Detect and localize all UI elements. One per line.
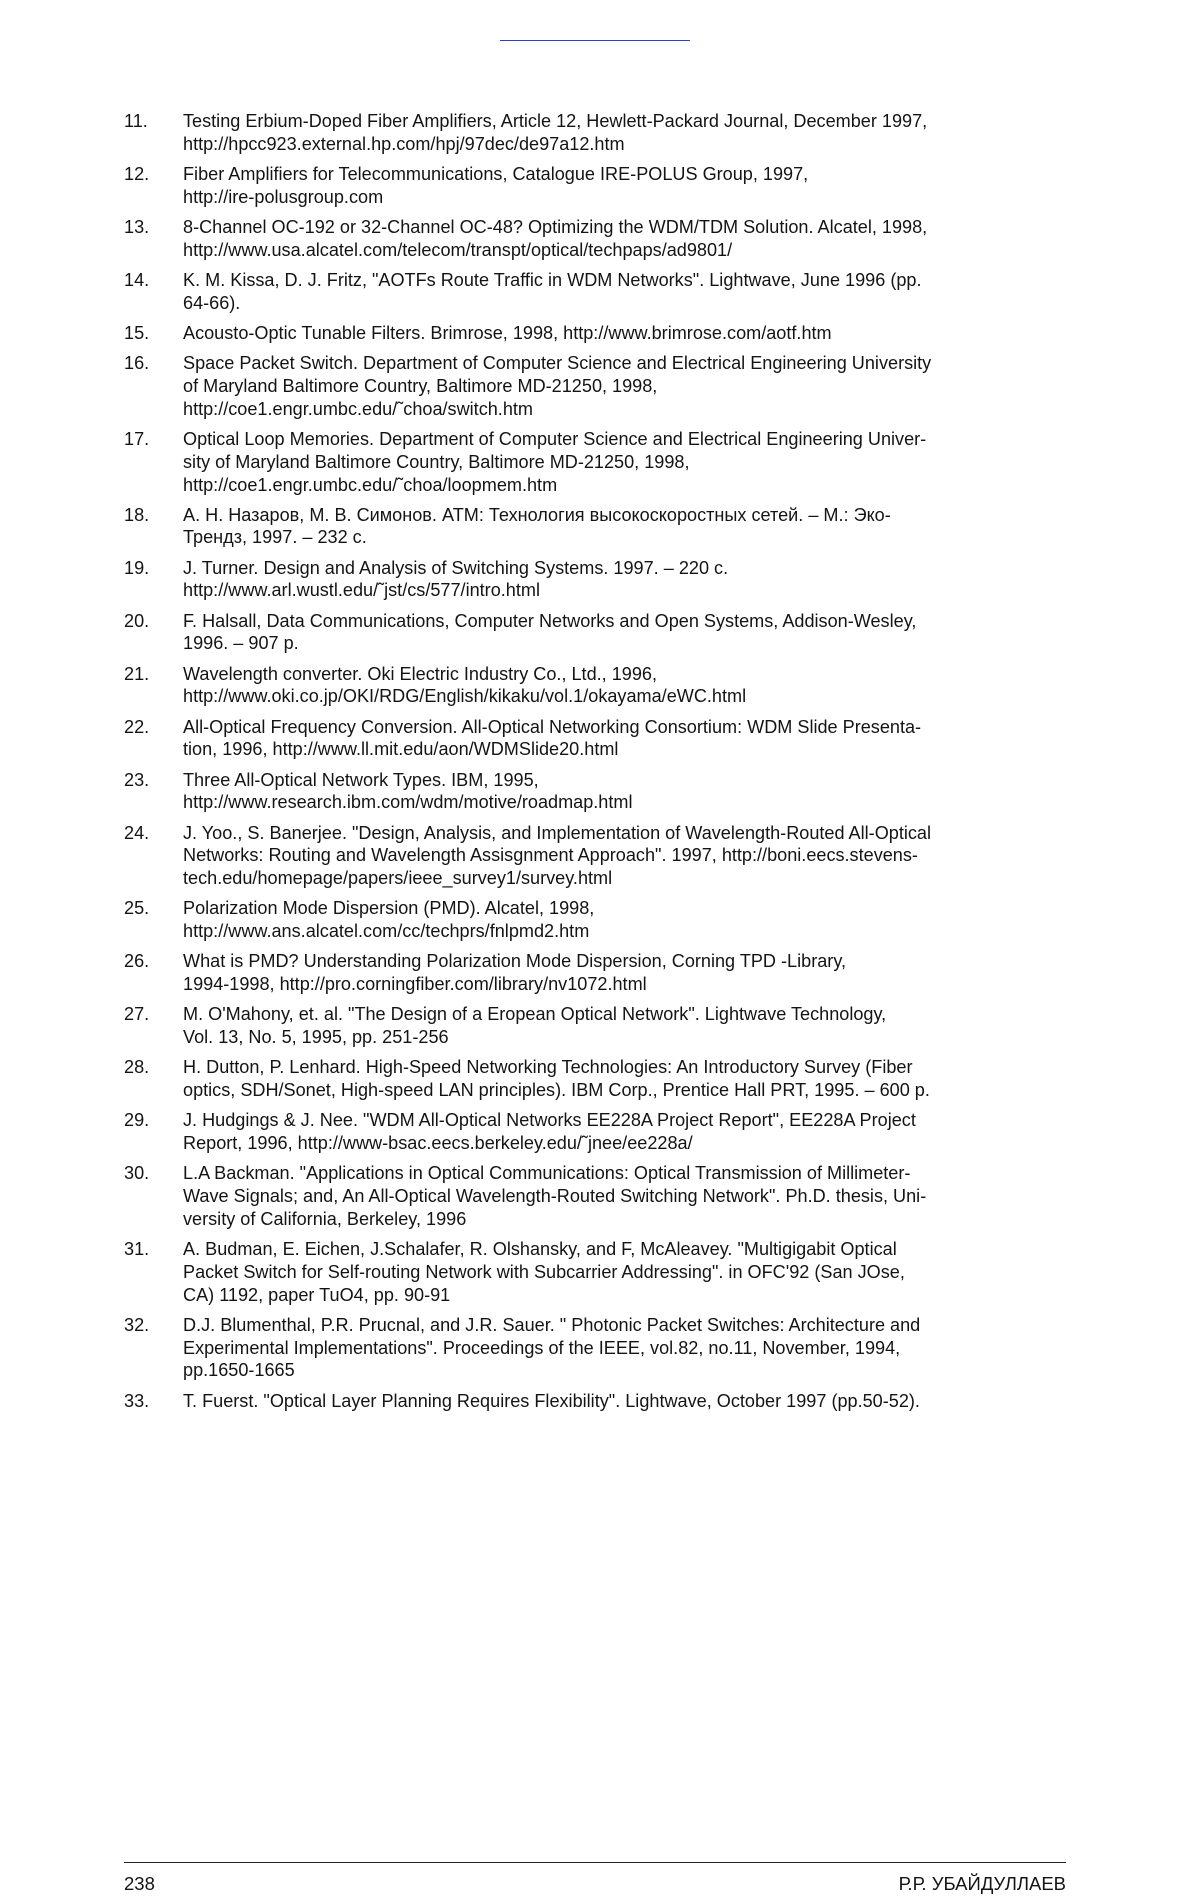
reference-item xyxy=(124,1056,1064,1102)
reference-text xyxy=(183,950,1064,996)
reference-item xyxy=(124,1109,1064,1155)
reference-line: tech.edu/homepage/papers/ieee_survey1/survey.html xyxy=(183,868,613,889)
reference-text xyxy=(183,352,1064,420)
reference-text xyxy=(183,557,1064,603)
reference-line: Optical Loop Memories. Department of Computer Science and Electrical Engineering Univer- xyxy=(183,428,927,449)
reference-number: 12. xyxy=(124,163,150,184)
reference-line: Testing Erbium-Doped Fiber Amplifiers, Article 12, Hewlett-Packard Journal, December 1997, xyxy=(183,111,928,131)
reference-item xyxy=(124,163,1064,209)
reference-item xyxy=(124,322,1064,345)
reference-number: 22. xyxy=(124,716,150,737)
reference-line: http://www.research.ibm.com/wdm/motive/roadmap.html xyxy=(183,792,633,813)
reference-line: http://www.ans.alcatel.com/cc/techprs/fnlpmd2.htm xyxy=(183,921,590,942)
reference-line: Трендз, 1997. – 232 с. xyxy=(183,527,367,548)
reference-line: Packet Switch for Self-routing Network with Subcarrier Addressing". in OFC'92 (San JOse, xyxy=(183,1261,905,1282)
reference-line: http://coe1.engr.umbc.edu/˜choa/switch.htm xyxy=(183,398,534,419)
reference-list xyxy=(124,110,1064,1420)
reference-text xyxy=(183,1056,1064,1102)
header-rule xyxy=(500,40,690,41)
reference-item xyxy=(124,557,1064,603)
running-author: Р.Р. УБАЙДУЛЛАЕВ xyxy=(898,1873,1066,1894)
reference-text xyxy=(183,1390,1064,1413)
reference-text xyxy=(183,163,1064,209)
reference-line: Acousto-Optic Tunable Filters. Brimrose, 1998, http://www.brimrose.com/aotf.htm xyxy=(183,322,832,343)
reference-text xyxy=(183,769,1064,815)
reference-line: H. Dutton, P. Lenhard. High-Speed Networking Technologies: An Introductory Survey (Fiber xyxy=(183,1057,913,1078)
reference-number: 32. xyxy=(124,1314,150,1335)
reference-text xyxy=(183,428,1064,496)
reference-line: M. O'Mahony, et. al. "The Design of a Eropean Optical Network". Lightwave Technology, xyxy=(183,1004,887,1025)
reference-line: All-Optical Frequency Conversion. All-Optical Networking Consortium: WDM Slide Presenta- xyxy=(183,716,922,737)
reference-line: F. Halsall, Data Communications, Computer Networks and Open Systems, Addison-Wesley, xyxy=(183,610,917,631)
reference-text xyxy=(183,1314,1064,1382)
reference-item xyxy=(124,504,1064,550)
reference-text xyxy=(183,269,1064,315)
reference-line: K. M. Kissa, D. J. Fritz, "AOTFs Route Traffic in WDM Networks". Lightwave, June 1996 (pp. xyxy=(183,269,922,290)
reference-text xyxy=(183,110,1064,156)
reference-number: 29. xyxy=(124,1110,150,1131)
reference-number: 11. xyxy=(124,111,148,131)
reference-number: 14. xyxy=(124,269,150,290)
reference-number: 24. xyxy=(124,822,150,843)
reference-text xyxy=(183,1003,1064,1049)
footer-rule xyxy=(124,1862,1066,1863)
reference-line: J. Turner. Design and Analysis of Switching Systems. 1997. – 220 с. xyxy=(183,557,729,578)
reference-text xyxy=(183,504,1064,550)
reference-item xyxy=(124,610,1064,656)
reference-number: 19. xyxy=(124,557,150,578)
reference-line: Report, 1996, http://www-bsac.eecs.berkeley.edu/˜jnee/ee228a/ xyxy=(183,1133,693,1154)
reference-line: Polarization Mode Dispersion (PMD). Alcatel, 1998, xyxy=(183,898,595,919)
reference-text xyxy=(183,1162,1064,1230)
reference-text xyxy=(183,663,1064,709)
page-number: 238 xyxy=(124,1873,155,1894)
reference-line: tion, 1996, http://www.ll.mit.edu/aon/WDMSlide20.html xyxy=(183,739,619,760)
reference-text xyxy=(183,610,1064,656)
reference-line: Experimental Implementations". Proceedings of the IEEE, vol.82, no.11, November, 1994, xyxy=(183,1337,901,1358)
reference-item xyxy=(124,352,1064,420)
reference-line: A. Budman, E. Eichen, J.Schalafer, R. Olshansky, and F, McAleavey. "Multigigabit Optical xyxy=(183,1239,897,1260)
reference-number: 13. xyxy=(124,216,150,237)
reference-line: 64-66). xyxy=(183,292,241,313)
reference-line: 1994-1998, http://pro.corningfiber.com/library/nv1072.html xyxy=(183,974,647,995)
reference-item xyxy=(124,950,1064,996)
reference-text xyxy=(183,1109,1064,1155)
reference-text xyxy=(183,822,1064,890)
reference-text xyxy=(183,716,1064,762)
reference-line: D.J. Blumenthal, P.R. Prucnal, and J.R. Sauer. " Photonic Packet Switches: Architecture and xyxy=(183,1314,921,1335)
reference-item xyxy=(124,1162,1064,1230)
reference-number: 28. xyxy=(124,1057,150,1078)
reference-number: 20. xyxy=(124,610,150,631)
reference-line: http://coe1.engr.umbc.edu/˜choa/loopmem.htm xyxy=(183,474,558,495)
reference-text xyxy=(183,216,1064,262)
reference-number: 27. xyxy=(124,1004,150,1025)
reference-number: 16. xyxy=(124,353,150,374)
reference-line: Vol. 13, No. 5, 1995, pp. 251-256 xyxy=(183,1027,449,1048)
reference-line: L.A Backman. "Applications in Optical Communications: Optical Transmission of Millimeter- xyxy=(183,1163,911,1184)
reference-text xyxy=(183,897,1064,943)
reference-item xyxy=(124,769,1064,815)
reference-number: 26. xyxy=(124,951,150,972)
reference-line: А. Н. Назаров, М. В. Симонов. ATM: Технология высокоскоростных сетей. – М.: Эко- xyxy=(183,504,891,525)
reference-line: 8-Channel OC-192 or 32-Channel OC-48? Optimizing the WDM/TDM Solution. Alcatel, 1998, xyxy=(183,216,928,237)
reference-item xyxy=(124,428,1064,496)
reference-line: versity of California, Berkeley, 1996 xyxy=(183,1208,467,1229)
reference-number: 25. xyxy=(124,898,150,919)
reference-number: 18. xyxy=(124,504,150,525)
reference-line: What is PMD? Understanding Polarization Mode Dispersion, Corning TPD -Library, xyxy=(183,951,847,972)
reference-item xyxy=(124,897,1064,943)
reference-line: sity of Maryland Baltimore Country, Baltimore MD-21250, 1998, xyxy=(183,451,690,472)
reference-item xyxy=(124,716,1064,762)
reference-item xyxy=(124,216,1064,262)
reference-number: 23. xyxy=(124,769,150,790)
reference-line: Wavelength converter. Oki Electric Industry Co., Ltd., 1996, xyxy=(183,663,658,684)
reference-line: Wave Signals; and, An All-Optical Wavelength-Routed Switching Network". Ph.D. thesis, Uni- xyxy=(183,1186,927,1207)
reference-item xyxy=(124,110,1064,156)
reference-line: Networks: Routing and Wavelength Assisgnment Approach". 1997, http://boni.eecs.stevens- xyxy=(183,845,918,866)
reference-number: 30. xyxy=(124,1163,150,1184)
reference-number: 15. xyxy=(124,322,150,343)
reference-item xyxy=(124,663,1064,709)
reference-line: of Maryland Baltimore Country, Baltimore MD-21250, 1998, xyxy=(183,375,658,396)
reference-item xyxy=(124,822,1064,890)
reference-line: http://hpcc923.external.hp.com/hpj/97dec/de97a12.htm xyxy=(183,133,625,154)
reference-text xyxy=(183,1238,1064,1306)
reference-line: pp.1650-1665 xyxy=(183,1360,295,1381)
reference-number: 33. xyxy=(124,1390,150,1411)
reference-number: 17. xyxy=(124,428,150,449)
reference-item xyxy=(124,1238,1064,1306)
reference-line: J. Hudgings & J. Nee. "WDM All-Optical Networks EE228A Project Report", EE228A Project xyxy=(183,1110,916,1131)
reference-item xyxy=(124,269,1064,315)
reference-number: 21. xyxy=(124,663,150,684)
reference-line: http://ire-polusgroup.com xyxy=(183,186,384,207)
reference-text xyxy=(183,322,1064,345)
reference-line: http://www.arl.wustl.edu/˜jst/cs/577/intro.html xyxy=(183,580,540,601)
reference-line: optics, SDH/Sonet, High-speed LAN principles). IBM Corp., Prentice Hall PRT, 1995. – 600 p. xyxy=(183,1080,930,1101)
reference-line: J. Yoo., S. Banerjee. "Design, Analysis, and Implementation of Wavelength-Routed All-Optical xyxy=(183,822,932,843)
reference-line: http://www.usa.alcatel.com/telecom/transpt/optical/techpaps/ad9801/ xyxy=(183,239,733,260)
reference-line: Space Packet Switch. Department of Computer Science and Electrical Engineering University xyxy=(183,353,932,374)
reference-item xyxy=(124,1003,1064,1049)
reference-line: http://www.oki.co.jp/OKI/RDG/English/kikaku/vol.1/okayama/eWC.html xyxy=(183,686,747,707)
reference-number: 31. xyxy=(124,1239,150,1260)
reference-line: Fiber Amplifiers for Telecommunications, Catalogue IRE-POLUS Group, 1997, xyxy=(183,163,809,184)
reference-line: 1996. – 907 p. xyxy=(183,633,299,654)
reference-line: Three All-Optical Network Types. IBM, 1995, xyxy=(183,769,539,790)
reference-line: CA) 1192, paper TuO4, pp. 90-91 xyxy=(183,1284,451,1305)
reference-item xyxy=(124,1390,1064,1413)
reference-line: T. Fuerst. "Optical Layer Planning Requires Flexibility". Lightwave, October 1997 (pp.50-52). xyxy=(183,1390,920,1411)
reference-item xyxy=(124,1314,1064,1382)
page-footer xyxy=(124,1871,1066,1897)
